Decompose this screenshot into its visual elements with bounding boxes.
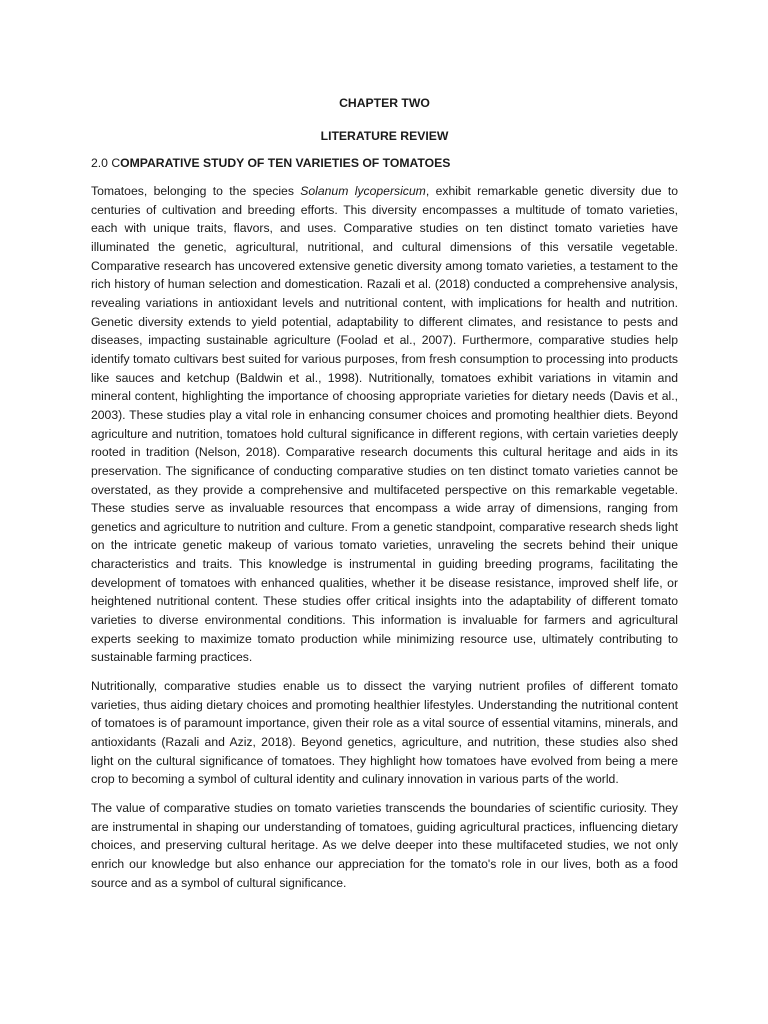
subsection-number: 2.0 C	[91, 156, 121, 170]
paragraph-1-intro: Tomatoes, belonging to the species	[91, 184, 301, 198]
paragraph-2: Nutritionally, comparative studies enable us to dissect the varying nutrient profiles of different tomato varieties, thus aiding dietary choices and promoting healthier lifestyles. Understanding the nutritional content of tomatoes is of paramount importance, given their role as a vital source of essential vitamins, minerals, and antioxidants (Razali and Aziz, 2018). Beyond genetics, agriculture, and nutrition, these studies also shed light on the cultural significance of tomatoes. They highlight how tomatoes have evolved from being a mere crop to becoming a symbol of cultural identity and culinary innovation in various parts of the world.	[91, 679, 678, 787]
species-name: Solanum lycopersicum	[300, 184, 426, 198]
paragraph-3: The value of comparative studies on tomato varieties transcends the boundaries of scientific curiosity. They are instrumental in shaping our understanding of tomatoes, guiding agricultural practices, influencing dietary choices, and preserving cultural heritage. As we delve deeper into these multifaceted studies, we not only enrich our knowledge but also enhance our appreciation for the tomato's role in our lives, both as a food source and as a symbol of cultural significance.	[91, 801, 678, 890]
chapter-heading: CHAPTER TWO	[339, 96, 430, 110]
paragraph-1	[91, 182, 678, 667]
subsection-title	[91, 155, 678, 171]
section-heading: LITERATURE REVIEW	[320, 129, 449, 143]
subsection-title-text: OMPARATIVE STUDY OF TEN VARIETIES OF TOMATOES	[120, 156, 451, 170]
paragraph-1-body: , exhibit remarkable genetic diversity due to centuries of cultivation and breeding efforts. This diversity encompasses a multitude of tomato varieties, each with unique traits, flavors, and uses. Comparative studies on ten distinct tomato varieties have illuminated the genetic, agricultural, nutritional, and cultural dimensions of this versatile vegetable. Comparative research has uncovered extensive genetic diversity among tomato varieties, a testament to the rich history of human selection and domestication. Razali et al. (2018) conducted a comprehensive analysis, revealing variations in antioxidant levels and nutritional content, with implications for health and nutrition. Genetic diversity extends to yield potential, adaptability to different climates, and resistance to pests and diseases, impacting sustainable agriculture (Foolad et al., 2007). Furthermore, comparative studies help identify tomato cultivars best suited for various purposes, from fresh consumption to processing into products like sauces and ketchup (Baldwin et al., 1998). Nutritionally, tomatoes exhibit variations in vitamin and mineral content, highlighting the importance of choosing appropriate varieties for dietary needs (Davis et al., 2003). These studies play a vital role in enhancing consumer choices and promoting healthier diets. Beyond agriculture and nutrition, tomatoes hold cultural significance in different regions, with certain varieties deeply rooted in tradition (Nelson, 2018). Comparative research documents this cultural heritage and aids in its preservation. The significance of conducting comparative studies on ten distinct tomato varieties cannot be overstated, as they provide a comprehensive and multifaceted perspective on this remarkable vegetable. These studies serve as invaluable resources that encompass a wide array of dimensions, ranging from genetics and agriculture to nutrition and culture. From a genetic standpoint, comparative research sheds light on the intricate genetic makeup of various tomato varieties, unraveling the secrets behind their unique characteristics and traits. This knowledge is instrumental in guiding breeding programs, facilitating the development of tomatoes with enhanced qualities, whether it be disease resistance, improved shelf life, or heightened nutritional content. These studies offer critical insights into the adaptability of different tomato varieties to diverse environmental conditions. This information is invaluable for farmers and agricultural experts seeking to maximize tomato production while minimizing resource use, ultimately contributing to sustainable farming practices.	[91, 184, 679, 665]
